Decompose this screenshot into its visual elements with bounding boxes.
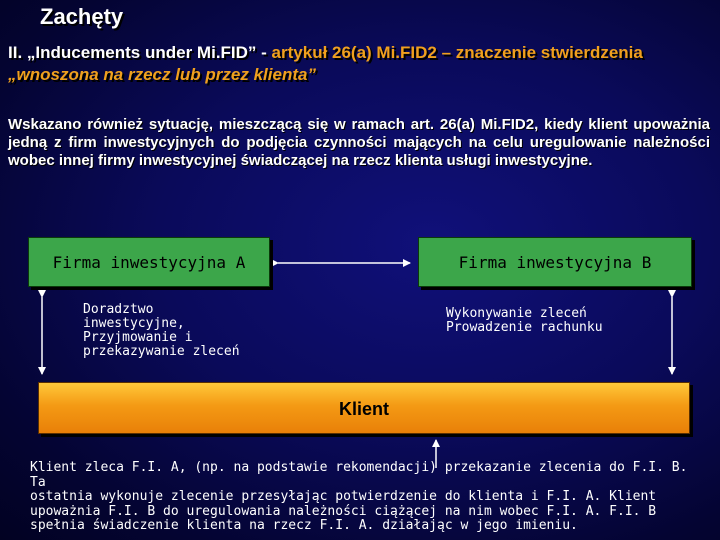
client-label: Klient <box>338 399 389 419</box>
firm-a-service-line: Przyjmowanie i <box>83 330 193 345</box>
heading-dash: - <box>256 43 272 62</box>
heading-quoted: „Inducements under Mi.FID” <box>26 43 257 62</box>
heading-prefix: II. <box>8 43 27 62</box>
firm-a-service-line: przekazywanie zleceń <box>83 344 240 359</box>
heading-phrase: „wnoszona na rzecz lub przez klienta” <box>8 65 316 84</box>
firm-a-label: Firma inwestycyjna A <box>52 252 246 272</box>
firm-b-box <box>418 237 692 287</box>
description-line: Klient zleca F.I. A, (np. na podstawie rekomendacji) przekazanie zlecenia do F.I. B. Ta <box>30 460 688 490</box>
description-line: upoważnia F.I. B do uregulowania należności ciążącej na nim wobec F.I. A. F.I. B <box>30 503 657 519</box>
firm-a-services <box>83 303 273 359</box>
firm-b-services <box>446 307 656 335</box>
description-line: ostatnia wykonuje zlecenie przesyłając potwierdzenie do klienta i F.I. A. Klient <box>30 489 657 504</box>
slide-title: Zachęty <box>40 4 124 29</box>
firm-b-service-line: Wykonywanie zleceń <box>446 306 587 321</box>
firm-b-label: Firma inwestycyjna B <box>458 252 652 272</box>
firm-a-service-line: inwestycyjne, <box>83 316 185 331</box>
intro-paragraph: Wskazano również sytuację, mieszczącą się w ramach art. 26(a) Mi.FID2, kiedy klient upoważnia jedną z firm inwestycyjnych do podjęcia czynności mających na celu uregulowanie należności wobec innej firmy inwestycyjnej świadczącej na rzecz klienta usługi inwestycyjne. <box>8 116 710 169</box>
description-line: spełnia świadczenie klienta na rzecz F.I. A. działając w jego imieniu. <box>30 518 578 533</box>
client-box <box>38 382 690 434</box>
heading-article: artykuł 26(a) Mi.FID2 – znaczenie stwierdzenia <box>271 43 643 62</box>
firm-a-box <box>28 237 270 287</box>
scenario-description <box>30 461 710 534</box>
firm-b-service-line: Prowadzenie rachunku <box>446 320 603 335</box>
firm-a-service-line: Doradztwo <box>83 302 154 317</box>
